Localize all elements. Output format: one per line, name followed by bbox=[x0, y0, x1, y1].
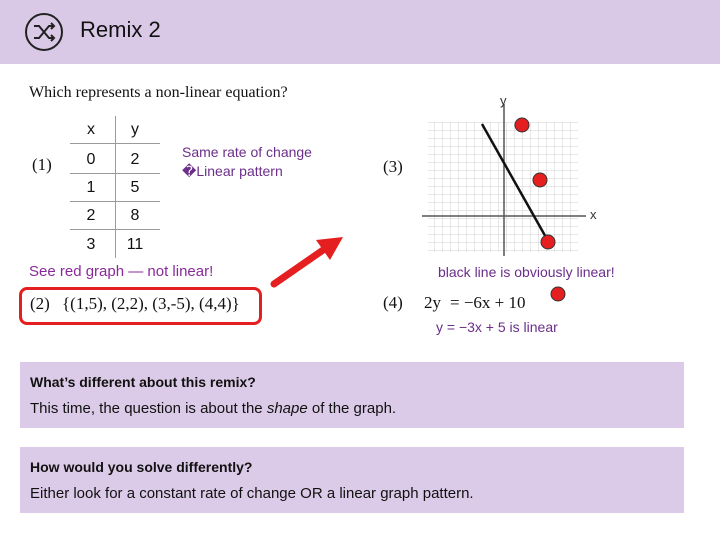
rate-note-line2: �Linear pattern bbox=[182, 163, 283, 179]
table-header-y: y bbox=[131, 121, 139, 138]
table-cell: 11 bbox=[126, 236, 144, 253]
table-cell: 5 bbox=[130, 179, 140, 196]
table-cell: 0 bbox=[86, 151, 96, 168]
equation-rhs: = −6x + 10 bbox=[450, 293, 526, 312]
solve-differently-box bbox=[20, 447, 684, 513]
graph-y-label: y bbox=[500, 93, 507, 108]
rate-note-line1: Same rate of change bbox=[182, 144, 312, 160]
table-cell: 3 bbox=[86, 236, 96, 253]
table-cell: 8 bbox=[130, 207, 140, 224]
box1-body-text: This time, the question is about the bbox=[30, 400, 267, 417]
box1-body-emphasis: shape bbox=[266, 400, 308, 417]
graph-x-label: x bbox=[590, 207, 597, 222]
table-header-rule bbox=[70, 143, 160, 144]
table-cell: 1 bbox=[86, 179, 96, 196]
table-divider bbox=[115, 116, 116, 258]
obviously-linear-note: black line is obviously linear! bbox=[438, 264, 615, 280]
page-title: Remix 2 bbox=[80, 17, 161, 42]
box2-title: How would you solve differently? bbox=[30, 459, 253, 475]
option-3-label: (3) bbox=[383, 157, 403, 176]
box1-body bbox=[30, 400, 396, 417]
box1-body-text: of the graph. bbox=[307, 400, 397, 417]
option-1-label: (1) bbox=[32, 155, 52, 174]
red-point bbox=[541, 235, 555, 249]
remix-difference-box bbox=[20, 362, 684, 428]
box2-body: Either look for a constant rate of change OR a linear graph pattern. bbox=[30, 485, 474, 502]
red-arrow-icon bbox=[268, 232, 348, 292]
box1-title: What’s different about this remix? bbox=[30, 374, 256, 390]
red-point bbox=[515, 118, 529, 132]
table-cell: 2 bbox=[86, 207, 96, 224]
option-4-label: (4) bbox=[383, 293, 403, 312]
red-point bbox=[550, 286, 566, 302]
option-2-label: (2) bbox=[30, 294, 50, 313]
see-red-graph-note: See red graph — not linear! bbox=[29, 263, 214, 280]
question-text: Which represents a non-linear equation? bbox=[29, 84, 288, 101]
ordered-pair-set: {(1,5), (2,2), (3,-5), (4,4)} bbox=[62, 294, 240, 313]
table-cell: 2 bbox=[130, 151, 140, 168]
table-rule bbox=[70, 201, 160, 202]
table-rule bbox=[70, 229, 160, 230]
shuffle-icon bbox=[24, 12, 64, 52]
graph-grid bbox=[428, 122, 578, 252]
red-point bbox=[533, 173, 547, 187]
equation-lhs: 2y bbox=[424, 293, 441, 312]
linear-equation-note: y = −3x + 5 is linear bbox=[436, 319, 558, 335]
linear-graph bbox=[418, 90, 608, 260]
table-header-x: x bbox=[87, 121, 95, 138]
xy-table bbox=[70, 116, 160, 258]
table-rule bbox=[70, 173, 160, 174]
